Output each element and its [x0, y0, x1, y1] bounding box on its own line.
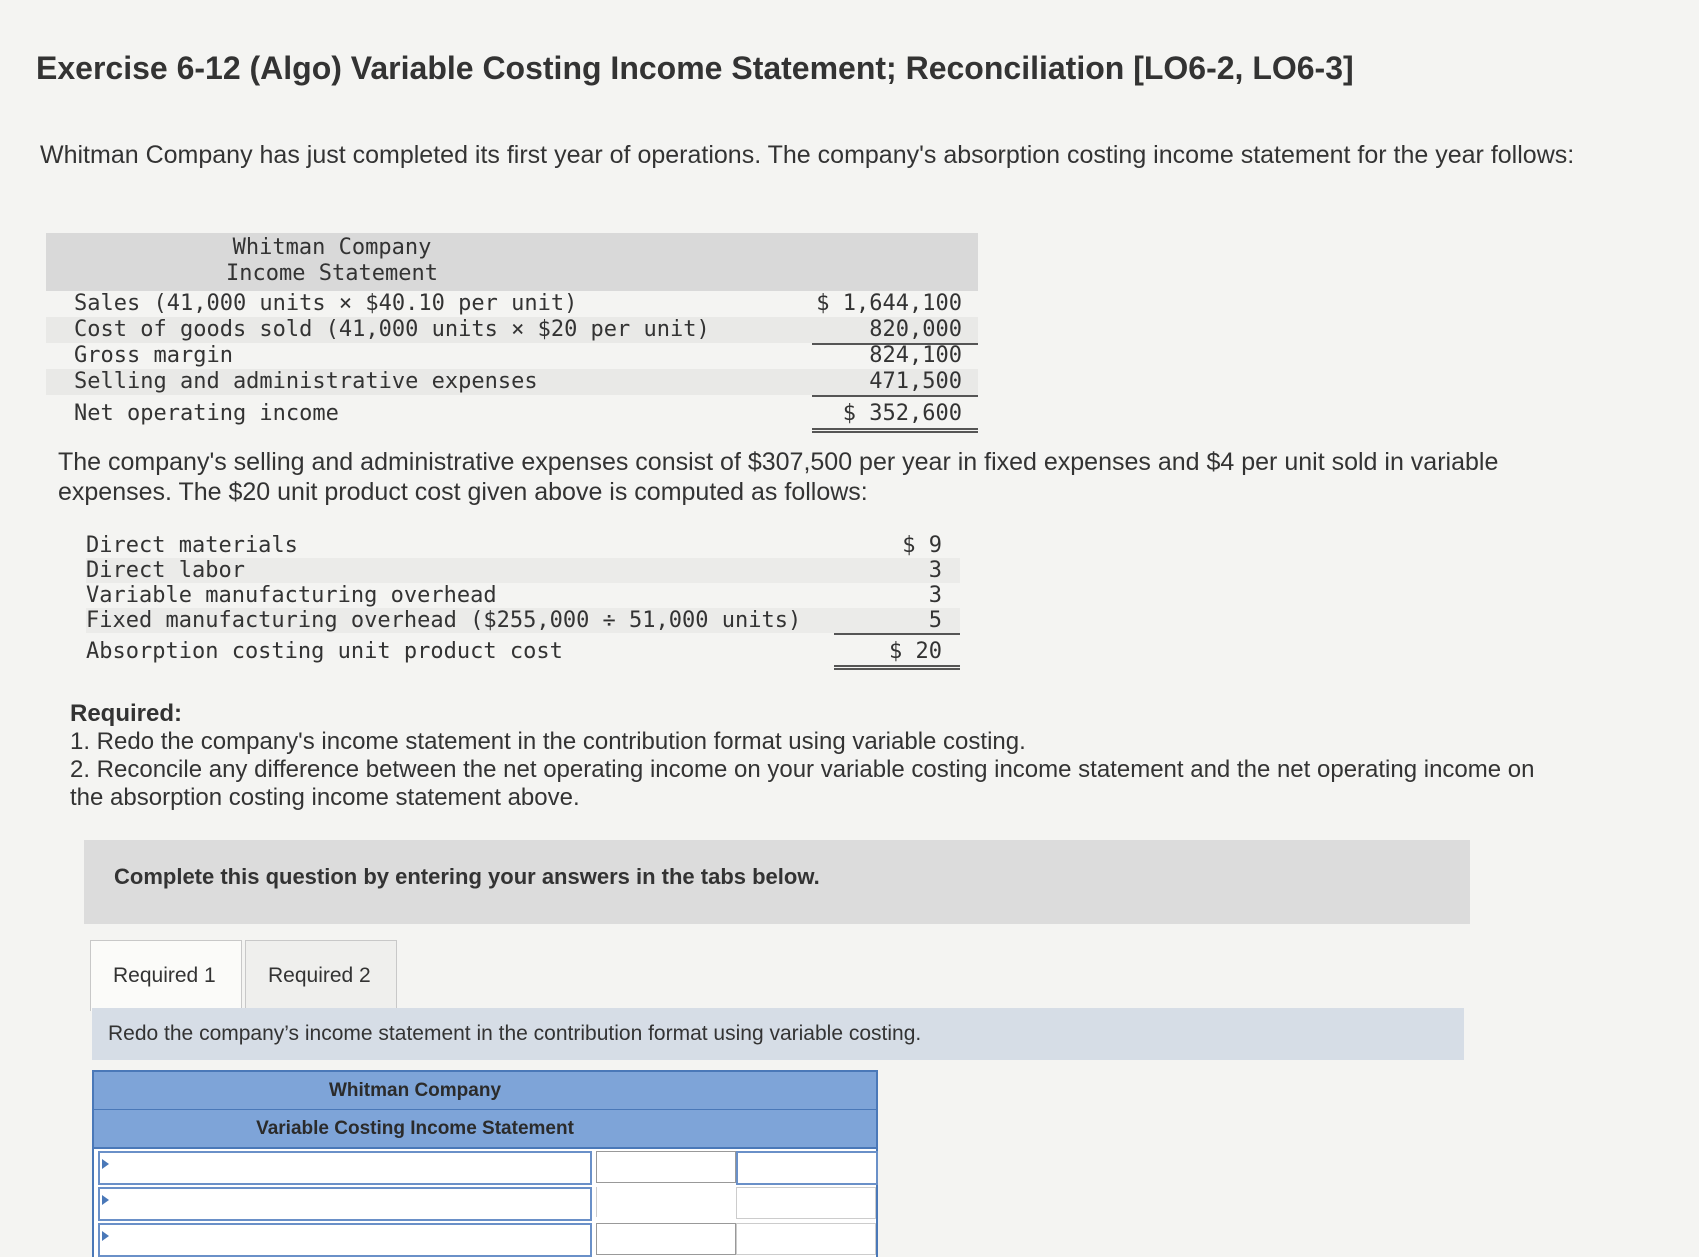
required-section — [70, 700, 1570, 812]
tab-required-1[interactable] — [90, 940, 242, 1011]
tab-label: Required 1 — [113, 964, 216, 987]
statement-company: Whitman Company — [232, 235, 432, 260]
line-item-select[interactable] — [98, 1151, 592, 1185]
dropdown-caret-icon — [102, 1231, 109, 1241]
absorption-income-statement — [46, 233, 978, 427]
amount-input[interactable] — [596, 1187, 735, 1217]
double-underline — [812, 428, 978, 433]
statement-heading: Income Statement — [226, 261, 438, 286]
line-item-select[interactable] — [98, 1187, 592, 1221]
vc-statement-company: Whitman Company — [328, 1080, 502, 1101]
statement-header — [46, 233, 978, 291]
cost-row-unit-product-cost: Absorption costing unit product cost $ 20 — [86, 639, 960, 664]
line-item-select[interactable] — [98, 1223, 592, 1257]
tab-required-2[interactable] — [245, 940, 397, 1011]
vc-row — [92, 1185, 878, 1221]
instructions-banner — [84, 840, 1470, 924]
double-underline — [834, 665, 960, 670]
vc-statement-heading: Variable Costing Income Statement — [94, 1109, 876, 1147]
total-input[interactable] — [736, 1151, 878, 1185]
variable-costing-statement — [92, 1070, 878, 1235]
cost-row-variable-overhead: Variable manufacturing overhead 3 — [86, 583, 942, 608]
statement-row-gross-margin: Gross margin 824,100 — [74, 343, 962, 368]
statement-row-sales: Sales (41,000 units × $40.10 per unit) $ 1,644,100 — [74, 291, 962, 316]
statement-row-net-income: Net operating income $ 352,600 — [46, 401, 978, 427]
required-item-1: 1. Redo the company's income statement in the contribution format using variable costing. — [70, 728, 1026, 755]
underline — [812, 395, 978, 397]
tab-label: Required 2 — [268, 964, 371, 987]
total-input[interactable] — [736, 1187, 876, 1219]
cost-row-direct-materials: Direct materials $ 9 — [86, 533, 942, 558]
statement-row-sga: Selling and administrative expenses 471,500 — [46, 369, 978, 395]
cost-row-fixed-overhead: Fixed manufacturing overhead ($255,000 ÷ 51,000 units) 5 — [86, 608, 960, 633]
expense-description: The company's selling and administrative expenses consist of $307,500 per year in fixed expenses and $4 per unit sold in variable expenses. The $20 unit product cost given above is computed as follows: — [58, 448, 1499, 506]
dropdown-caret-icon — [102, 1159, 109, 1169]
banner-text: Complete this question by entering your answers in the tabs below. — [114, 864, 820, 889]
vc-statement-header — [92, 1070, 878, 1149]
underline — [834, 633, 960, 635]
amount-input[interactable] — [596, 1223, 736, 1255]
instruction-text: Redo the company’s income statement in the contribution format using variable costing. — [108, 1022, 922, 1045]
intro-text: Whitman Company has just completed its first year of operations. The company's absorption costing income statement for the year follows: — [40, 141, 1575, 169]
tab-instruction — [92, 1008, 1464, 1060]
cost-row-direct-labor: Direct labor 3 — [86, 558, 960, 583]
dropdown-caret-icon — [102, 1195, 109, 1205]
vc-row — [92, 1221, 878, 1257]
required-item-2: 2. Reconcile any difference between the net operating income on your variable costing income statement and the net operating income on the absorption costing income statement above. — [70, 756, 1535, 811]
vc-row — [92, 1149, 878, 1185]
page-title: Exercise 6-12 (Algo) Variable Costing Income Statement; Reconciliation [LO6-2, LO6-3] — [36, 50, 1354, 86]
required-heading: Required: — [70, 700, 183, 727]
statement-row-cogs: Cost of goods sold (41,000 units × $20 per unit) 820,000 — [46, 317, 978, 343]
amount-input[interactable] — [596, 1151, 736, 1183]
total-input[interactable] — [736, 1223, 876, 1255]
unit-cost-table — [86, 533, 960, 664]
